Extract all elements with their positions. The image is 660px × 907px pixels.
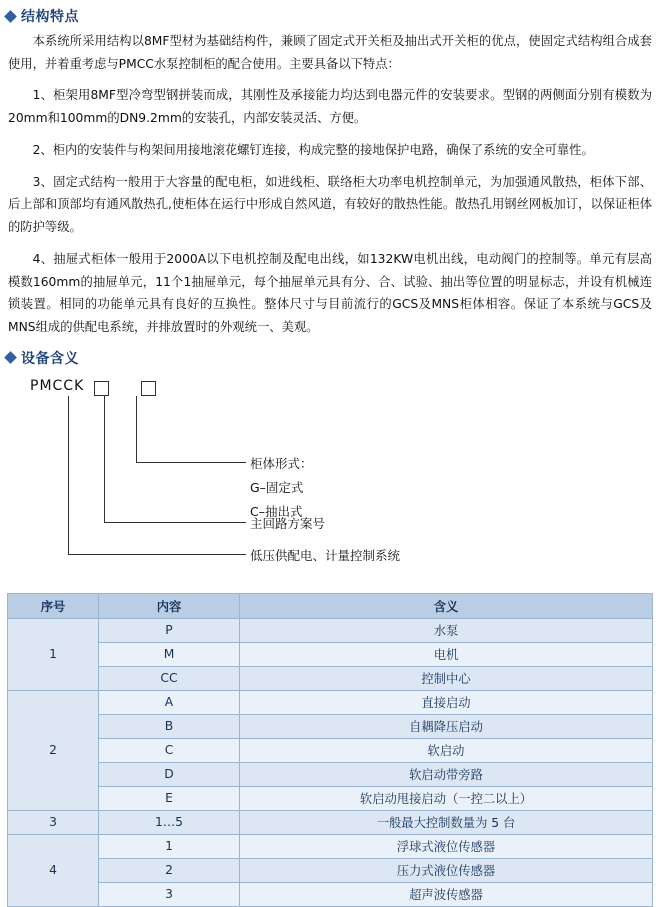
section-title: 结构特点 [21, 9, 79, 25]
table-cell-content: B [99, 714, 240, 738]
table-cell-seq: 4 [8, 834, 99, 906]
leader-line-vertical-1 [136, 396, 137, 462]
table-row [8, 762, 653, 786]
table-cell-content: P [99, 618, 240, 642]
label-drawout-type: C–抽出式 [250, 503, 303, 519]
table-cell-meaning: 自耦降压启动 [240, 714, 653, 738]
section-header-equipment-meaning [6, 348, 660, 368]
document-page [0, 6, 660, 903]
code-box-1 [94, 381, 109, 396]
leader-line-horizontal-1 [136, 462, 246, 463]
table-row [8, 738, 653, 762]
diamond-bullet-icon [4, 351, 17, 364]
label-cabinet-type: 柜体形式： [250, 455, 313, 471]
table-header-content: 内容 [99, 593, 240, 618]
table-row [8, 690, 653, 714]
table-cell-meaning: 电机 [240, 642, 653, 666]
table-cell-meaning: 水泵 [240, 618, 653, 642]
code-box-2 [141, 381, 156, 396]
table-cell-content: C [99, 738, 240, 762]
table-cell-seq: 1 [8, 618, 99, 690]
code-row [30, 378, 156, 396]
table-row [8, 858, 653, 882]
table-cell-meaning: 控制中心 [240, 666, 653, 690]
table-cell-meaning: 超声波传感器 [240, 882, 653, 906]
diamond-bullet-icon [4, 10, 17, 23]
label-lv-power-system: 低压供配电、计量控制系统 [250, 547, 401, 563]
paragraph: 本系统所采用结构以8MF型材为基础结构件，兼顾了固定式开关柜及抽出式开关柜的优点，使固定式结构组合成套使用，并着重考虑与PMCC水泵控制柜的配合使用。主要具备以下特点： [8, 34, 652, 71]
section-header-structure [6, 6, 660, 26]
table-row [8, 618, 653, 642]
table-cell-seq: 2 [8, 690, 99, 810]
table-row [8, 882, 653, 906]
paragraph: 2、柜内的安装件与构架间用接地滚花螺钉连接，构成完整的接地保护电路，确保了系统的安全可靠性。 [32, 142, 594, 157]
table-cell-meaning: 浮球式液位传感器 [240, 834, 653, 858]
paragraph: 3、固定式结构一般用于大容量的配电柜，如进线柜、联络柜大功率电机控制单元，为加强通风散热，柜体下部、后上部和顶部均有通风散热孔,使柜体在运行中形成自然风道，有较好的散热性能。散热孔用钢丝网板加订，以保证柜体的防护等级。 [8, 174, 652, 235]
table-header-meaning: 含义 [240, 593, 653, 618]
table-header-seq: 序号 [8, 593, 99, 618]
label-main-circuit-plan: 主回路方案号 [250, 515, 326, 531]
leader-line-horizontal-3 [68, 554, 246, 555]
table-header-row [8, 593, 653, 618]
table-cell-content: 2 [99, 858, 240, 882]
table-cell-meaning: 软启动 [240, 738, 653, 762]
table-cell-content: M [99, 642, 240, 666]
table-row [8, 834, 653, 858]
table-cell-meaning: 直接启动 [240, 690, 653, 714]
table-cell-content: A [99, 690, 240, 714]
table-row [8, 786, 653, 810]
table-row [8, 666, 653, 690]
table-cell-content: 1 [99, 834, 240, 858]
table-cell-content: D [99, 762, 240, 786]
table-row [8, 714, 653, 738]
table-cell-meaning: 压力式液位传感器 [240, 858, 653, 882]
table-cell-content: CC [99, 666, 240, 690]
paragraph: 4、抽屉式柜体一般用于2000A以下电机控制及配电出线，如132KW电机出线，电动阀门的控制等。单元有层高模数160mm的抽屉单元，11个1抽屉单元，每个抽屉单元具有分、合、试验、抽出等位置的明显标志，并设有机械连锁装置。相同的功能单元具有良好的互换性。整体尺寸与目前流行的GCS及MNS柜体相容。保证了本系统与GCS及MNS组成的供配电系统，并排放置时的外观统一、美观。 [8, 251, 652, 335]
section-title: 设备含义 [21, 350, 79, 367]
table-cell-meaning: 软启动甩接启动（一控二以上） [240, 786, 653, 810]
leader-line-vertical-3 [68, 396, 69, 554]
table-cell-meaning: 软启动带旁路 [240, 762, 653, 786]
label-fixed-type: G–固定式 [250, 479, 304, 495]
code-breakdown-diagram [0, 372, 660, 587]
meaning-table [7, 593, 653, 907]
table-row [8, 642, 653, 666]
table-cell-content: 3 [99, 882, 240, 906]
leader-line-horizontal-2 [104, 522, 246, 523]
table-cell-seq: 3 [8, 810, 99, 834]
table-cell-content: E [99, 786, 240, 810]
code-prefix: PMCCK [30, 377, 85, 394]
table-cell-content: 1…5 [99, 810, 240, 834]
table-cell-meaning: 一般最大控制数量为 5 台 [240, 810, 653, 834]
table-row [8, 810, 653, 834]
leader-line-vertical-2 [104, 396, 105, 522]
paragraph: 1、柜架用8MF型冷弯型钢拼装而成，其刚性及承接能力均达到电器元件的安装要求。型钢的两侧面分别有模数为20mm和100mm的DN9.2mm的安装孔，内部安装灵活、方便。 [8, 88, 652, 126]
